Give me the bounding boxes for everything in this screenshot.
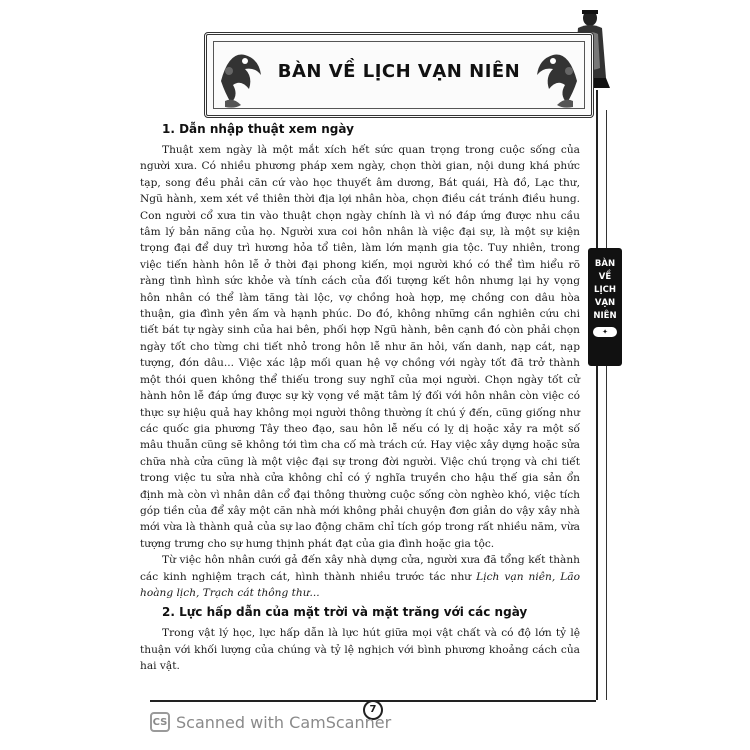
watermark-text: Scanned with CamScanner [176,712,392,732]
page-ornament-icon: ✦ [593,327,617,337]
title-banner [204,32,594,118]
article-body [140,122,580,675]
camscanner-logo-icon: CS [150,712,170,732]
section-2-paragraph-1: Trong vật lý học, lực hấp dẫn là lực hút giữa mọi vật chất và có độ lớn tỷ lệ thuận với khối lượng của chúng và tỷ lệ nghịch với bình phương khoảng cách của hai vật. [140,627,580,673]
page-title: BÀN VỀ LỊCH VẠN NIÊN [277,61,521,82]
paragraph-2-text: Từ việc hôn nhân cưới gả đến xây nhà dựng cửa, người xưa đã tổng kết thành các kinh nghiệm trạch cát, hình thành nhiều trước tác như [140,554,580,583]
section-1-paragraph-1: Thuật xem ngày là một mắt xích hết sức quan trọng trong cuộc sống của người xưa. Có nhiều phương pháp xem ngày, chọn thời gian, nội dung khá phức tạp, song đều phải căn cứ vào học thuyết âm dương, Bát quái, Hà đồ, Lạc thư, Ngũ hành, xem xét về thiên thời địa lợi nhân hòa, chọn điều cát tránh điều hung. Con người cổ xưa tin vào thuật chọn ngày chính là vì nó đáp ứng được nhu cầu tâm lý bản năng của họ. Người xưa coi hôn nhân là việc đại sự, là một sự kiện trọng đại để duy trì hương hỏa tổ tiên, làm lớn mạnh gia tộc. Tuy nhiên, trong việc tiến hành hôn lễ ở thời đại phong kiến, mọi người khó có thể tìm hiểu rõ ràng tình hình sức khỏe và tính cách của đối tượng kết hôn nhưng lại hy vọng hôn nhân có thể làm tăng tài lộc, vợ chồng hoà hợp, mẹ chồng con dâu hòa thuận, gia đình yên ấm và hạnh phúc. Do đó, không những cần nghiên cứu chi tiết bát tự ngày sinh của hai bên, phối hợp Ngũ hành, bên cạnh đó còn phải chọn ngày tốt cho từng chi tiết nhỏ trong hôn lễ như ăn hỏi, vấn danh, nạp cát, nạp tượng, đón dâu... Việc xác lập mối quan hệ vợ chồng với ngày tốt đã trở thành một thói quen không thể thiếu trong suy nghĩ của mọi người. Chọn ngày tốt cử hành hôn lễ đáp ứng được sự kỳ vọng về mặt tâm lý đối với hôn nhân còn việc có thực sự hiệu quả hay không mọi người thông thường ít chú ý đến, cũng giống như các quốc gia phương Tây theo đạo, sau hôn lễ nếu có lỵ dị hoặc xảy ra một số mâu thuẫn cũng sẽ không tới tìm cha cố mà trách cứ. Hay việc xây dựng hoặc sửa chữa nhà cửa cũng là một việc đại sự trong đời người. Việc chú trọng và chi tiết trong việc tu sửa nhà cửa không chỉ có ý nghĩa truyền cho hậu thế gia sản ổn định mà còn vì nhân dân cổ đại thông thường cuộc sống còn nghèo khó, việc tích góp tiền của để xây một căn nhà mới không phải chuyện đơn giản do vậy xây nhà mới vừa là thành quả của sự lao động chăm chỉ tích góp trong rất nhiều năm, vừa tượng trưng cho sự hưng thịnh phát đạt của gia đình hoặc gia tộc. [140,144,580,550]
chapter-side-tab [588,248,622,366]
frame-right-border [596,90,598,700]
section-2-heading: 2. Lực hấp dẫn của mặt trời và mặt trăng với các ngày [162,605,528,620]
page-number: 7 [363,700,383,720]
section-1-paragraph-2 [140,552,580,601]
scanner-watermark [150,710,391,734]
frame-right-outer-border [606,110,607,700]
book-titles-italic: Lịch vạn niên, Lão hoàng lịch, Trạch cát thông thư... [140,570,580,599]
side-tab-line: NIÊN [593,311,617,321]
section-1-heading: 1. Dẫn nhập thuật xem ngày [162,122,354,136]
side-tab-line: VỀ [598,272,612,282]
side-tab-line: VẠN [594,298,616,308]
side-tab-line: BÀN [594,259,616,269]
side-tab-line: LỊCH [594,285,616,295]
